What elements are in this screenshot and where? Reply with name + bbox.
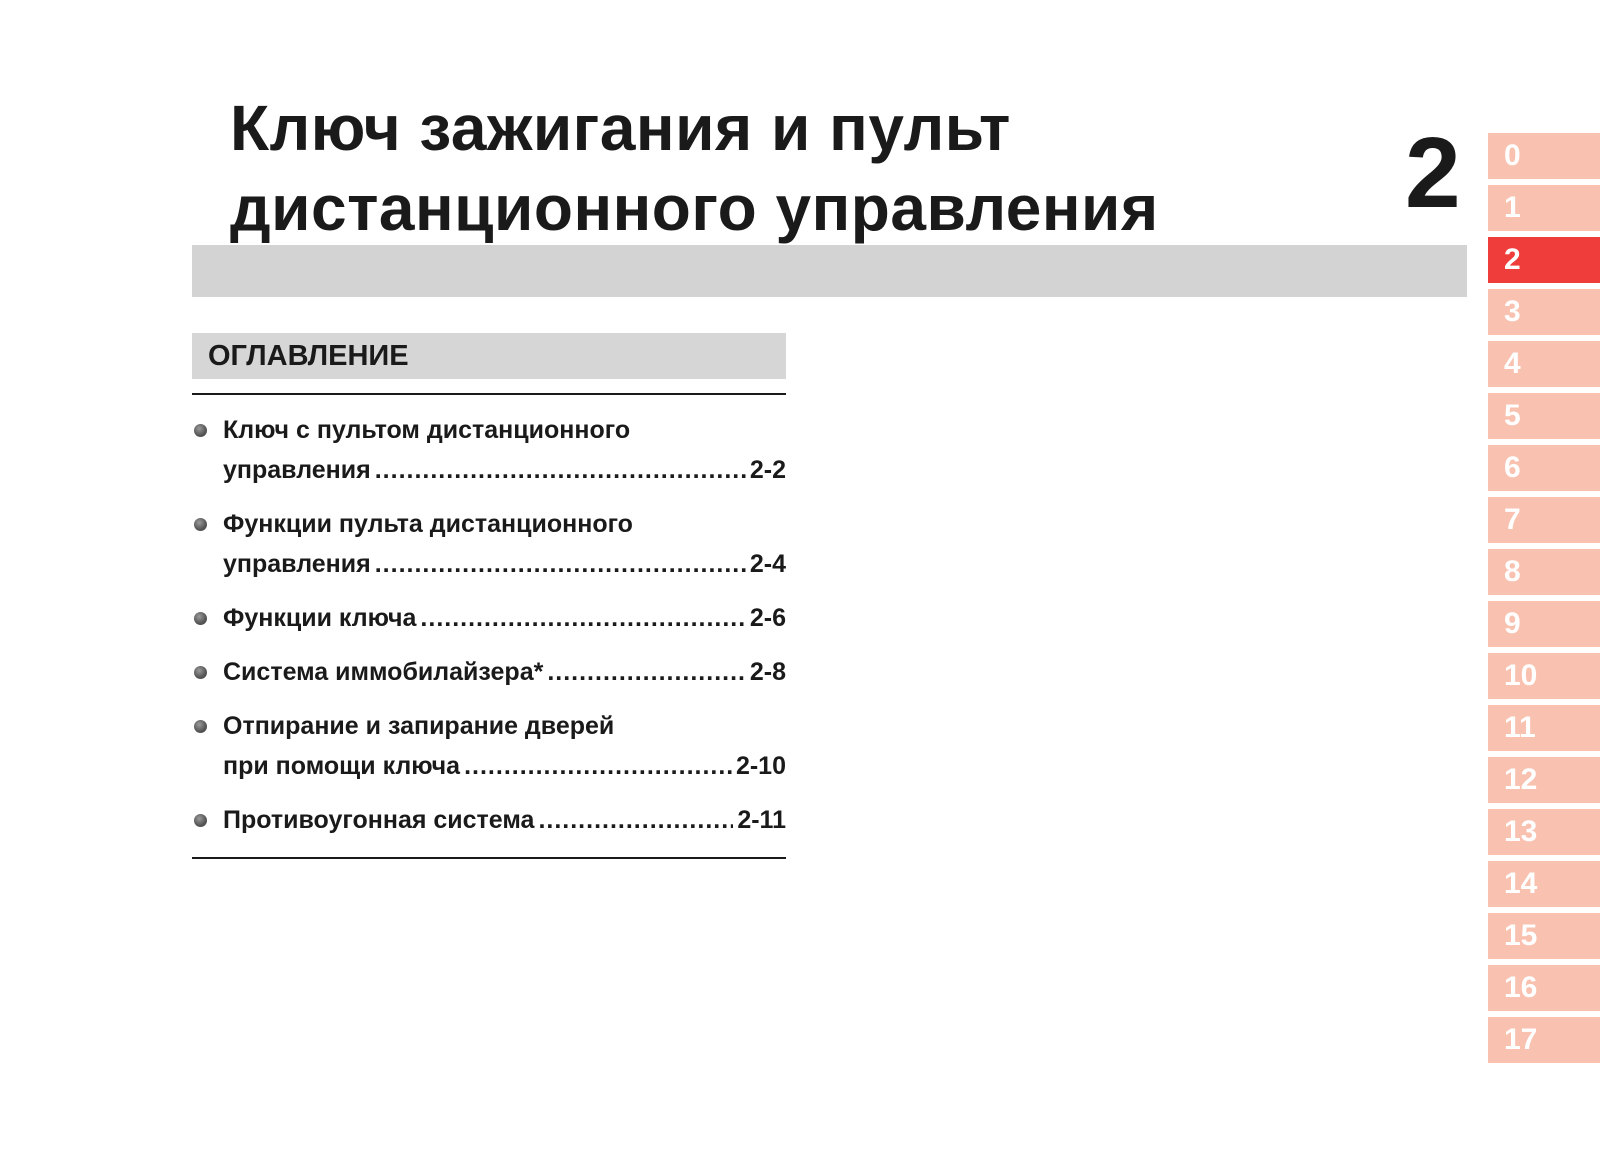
chapter-tab-0[interactable]: 0 xyxy=(1488,133,1600,179)
chapter-tab-9[interactable]: 9 xyxy=(1488,601,1600,647)
toc-item-title: Функции пульта дистанционного xyxy=(223,510,633,538)
toc-leader-dots xyxy=(420,598,745,638)
toc-item-door-locking[interactable] xyxy=(192,706,786,786)
toc-item-anti-theft[interactable] xyxy=(192,800,786,840)
chapter-tab-10[interactable]: 10 xyxy=(1488,653,1600,699)
chapter-tab-8[interactable]: 8 xyxy=(1488,549,1600,595)
toc-item-page: 2-6 xyxy=(749,604,786,632)
chapter-tabs xyxy=(1488,133,1600,1069)
toc-bottom-rule xyxy=(192,857,786,859)
chapter-tab-11[interactable]: 11 xyxy=(1488,705,1600,751)
chapter-tab-7[interactable]: 7 xyxy=(1488,497,1600,543)
toc-leader-dots xyxy=(375,450,746,490)
toc-top-rule xyxy=(192,393,786,395)
chapter-tab-6[interactable]: 6 xyxy=(1488,445,1600,491)
toc-leader-dots xyxy=(547,652,746,692)
toc-item-title: Противоугонная система xyxy=(223,806,535,834)
toc-leader-dots xyxy=(375,544,746,584)
chapter-number: 2 xyxy=(1405,117,1461,229)
toc-item-title: Отпирание и запирание дверей xyxy=(223,712,615,740)
toc-item-page: 2-2 xyxy=(749,456,786,484)
toc-item-page: 2-10 xyxy=(735,752,786,780)
chapter-tab-3[interactable]: 3 xyxy=(1488,289,1600,335)
bullet-icon xyxy=(194,518,207,531)
toc-item-key-functions[interactable] xyxy=(192,598,786,638)
bullet-icon xyxy=(194,424,207,437)
toc-item-page: 2-4 xyxy=(749,550,786,578)
chapter-title-line-1: Ключ зажигания и пульт xyxy=(230,92,1011,164)
chapter-tab-13[interactable]: 13 xyxy=(1488,809,1600,855)
chapter-tab-15[interactable]: 15 xyxy=(1488,913,1600,959)
toc-item-immobilizer[interactable] xyxy=(192,652,786,692)
chapter-tab-16[interactable]: 16 xyxy=(1488,965,1600,1011)
toc-item-page: 2-11 xyxy=(737,806,786,834)
bullet-icon xyxy=(194,612,207,625)
bullet-icon xyxy=(194,814,207,827)
toc-item-title-cont: управления xyxy=(223,550,371,578)
toc-item-title-cont: управления xyxy=(223,456,371,484)
toc-leader-dots xyxy=(538,800,733,840)
toc-leader-dots xyxy=(464,746,732,786)
chapter-tab-17[interactable]: 17 xyxy=(1488,1017,1600,1063)
toc-item-title: Система иммобилайзера* xyxy=(223,658,544,686)
chapter-tab-14[interactable]: 14 xyxy=(1488,861,1600,907)
chapter-tab-4[interactable]: 4 xyxy=(1488,341,1600,387)
toc-item-title: Ключ с пультом дистанционного xyxy=(223,416,631,444)
toc-item-page: 2-8 xyxy=(749,658,786,686)
title-band xyxy=(192,245,1467,297)
toc-item-remote-functions[interactable] xyxy=(192,504,786,584)
chapter-tab-12[interactable]: 12 xyxy=(1488,757,1600,803)
toc-header: ОГЛАВЛЕНИЕ xyxy=(192,333,786,379)
bullet-icon xyxy=(194,666,207,679)
chapter-title-line-2: дистанционного управления xyxy=(230,172,1159,244)
bullet-icon xyxy=(194,720,207,733)
chapter-tab-5[interactable]: 5 xyxy=(1488,393,1600,439)
chapter-tab-2[interactable]: 2 xyxy=(1488,237,1600,283)
toc-list xyxy=(192,410,786,854)
chapter-tab-1[interactable]: 1 xyxy=(1488,185,1600,231)
toc-item-title: Функции ключа xyxy=(223,604,417,632)
toc-item-remote-key[interactable] xyxy=(192,410,786,490)
toc-item-title-cont: при помощи ключа xyxy=(223,752,461,780)
chapter-title xyxy=(230,88,1159,248)
